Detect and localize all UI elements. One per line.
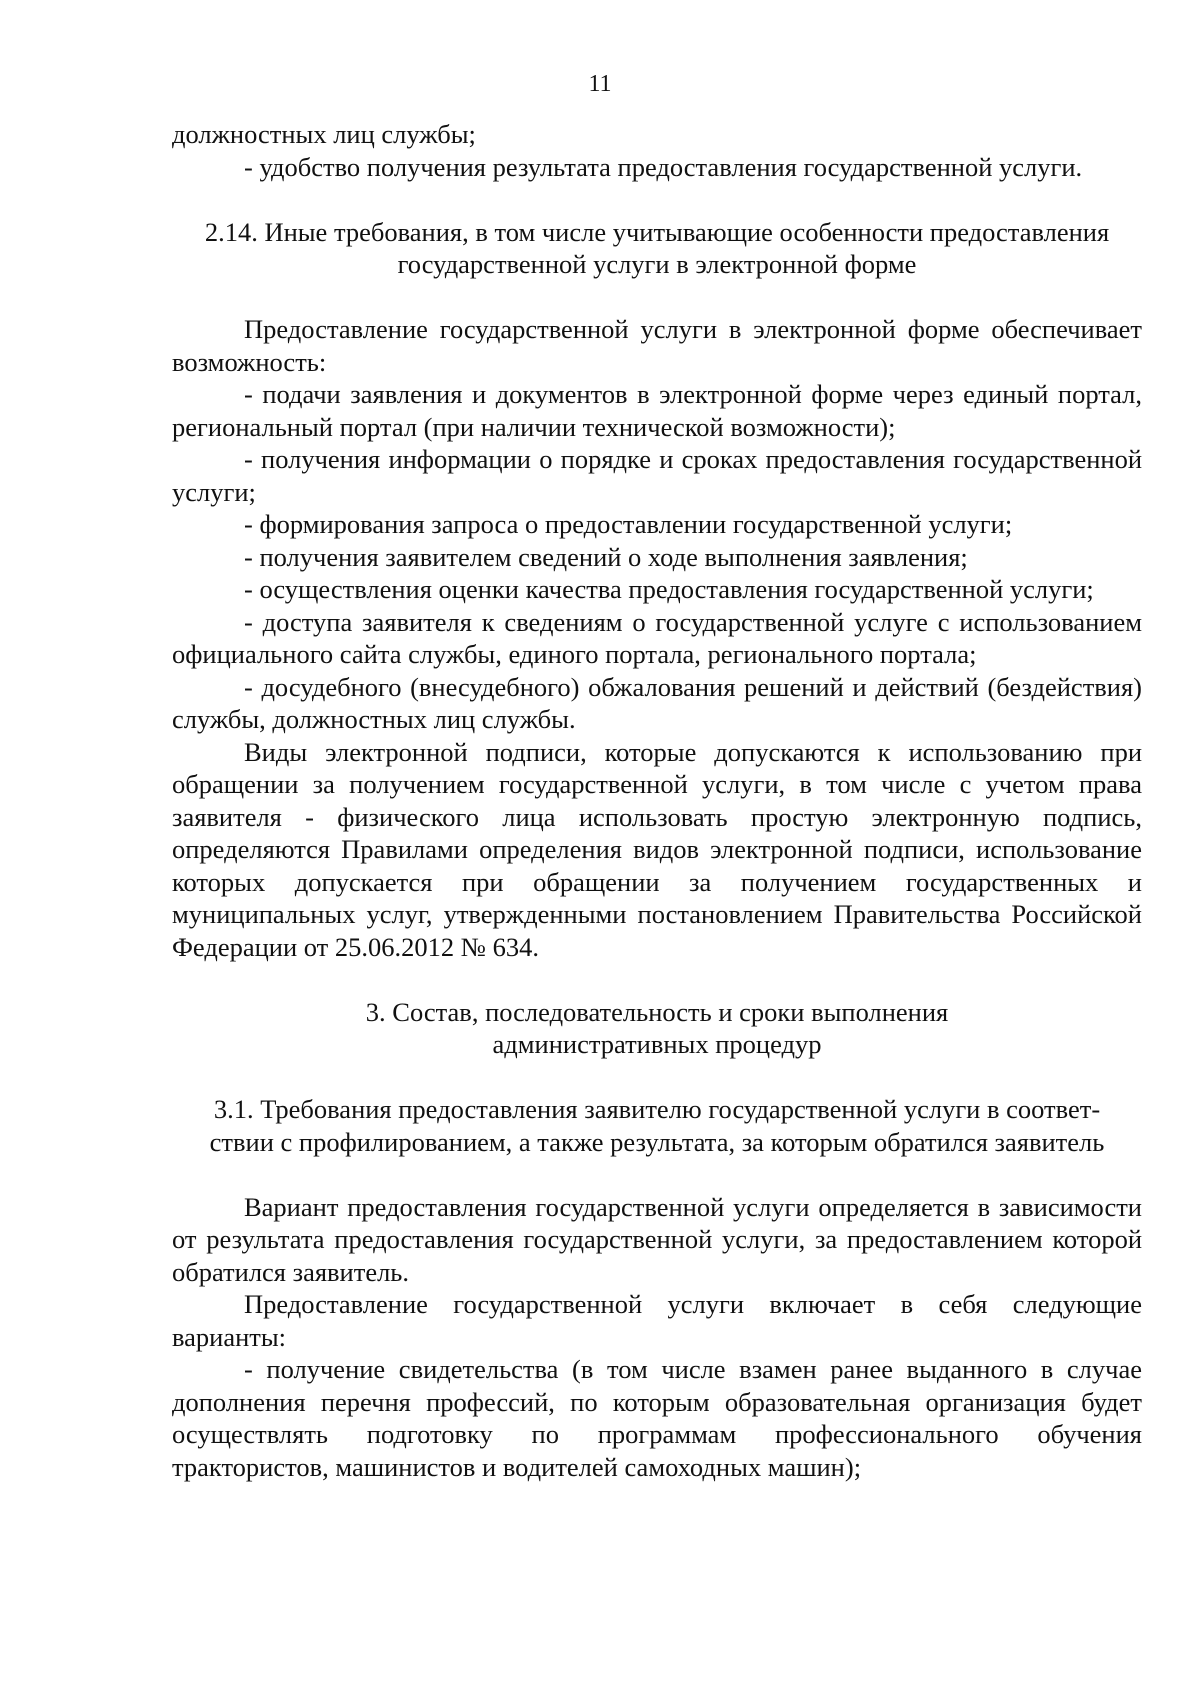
list-item-info: - получения информации о порядке и сроках предоставления государственной услуги; xyxy=(172,444,1142,507)
list-item-request: - формирования запроса о предоставлении государственной услуги; xyxy=(244,509,1013,539)
heading-3-1-line1: 3.1. Требования предоставления заявителю государственной услуги в соответ- xyxy=(213,1094,1101,1124)
paragraph-continuation: должностных лиц службы; xyxy=(172,119,476,149)
heading-3-1-line2: ствии с профилированием, а также результата, за которым обратился заявитель xyxy=(209,1126,1105,1157)
paragraph-signature: Виды электронной подписи, которые допускаются к использованию при обращении за получением государственной услуги, в том числе с учетом права заявителя - физического лица использовать простую электронную подпись, определяются Правилами определения видов электронной подписи, использование которых допускается при обращении за получением государственных и муниципальных услуг, утвержденными постановлением Правительства Российской Федерации от 25.06.2012 № 634. xyxy=(172,736,1142,962)
paragraph-electronic-form: Предоставление государственной услуги в электронной форме обеспечивает возможность: xyxy=(172,314,1142,377)
body-text xyxy=(172,118,1142,1483)
list-item-submit: - подачи заявления и документов в электронной форме через единый портал, региональный портал (при наличии технической возможности); xyxy=(172,379,1142,442)
paragraph-variants-intro: Предоставление государственной услуги включает в себя следующие варианты: xyxy=(172,1289,1142,1352)
list-item-quality: - осуществления оценки качества предоставления государственной услуги; xyxy=(244,574,1094,604)
heading-3-line2: административных процедур xyxy=(492,1029,822,1059)
list-item-appeal: - досудебного (внесудебного) обжалования решений и действий (бездействия) службы, должностных лиц службы. xyxy=(172,671,1142,734)
heading-2-14-line1: 2.14. Иные требования, в том числе учитывающие особенности предоставления xyxy=(204,216,1110,247)
heading-2-14-line2: государственной услуги в электронной форме xyxy=(397,249,917,279)
list-item-status: - получения заявителем сведений о ходе выполнения заявления; xyxy=(244,541,968,572)
list-item-convenience: - удобство получения результата предоставления государственной услуги. xyxy=(244,151,1083,182)
list-item-certificate: - получение свидетельства (в том числе взамен ранее выданного в случае дополнения перечня профессий, по которым образовательная организация будет осуществлять подготовку по программам профессионального обучения трактористов, машинистов и водителей самоходных машин); xyxy=(172,1354,1142,1482)
page-number: 11 xyxy=(588,71,612,97)
heading-3-line1: 3. Состав, последовательность и сроки выполнения xyxy=(365,996,949,1027)
list-item-access: - доступа заявителя к сведениям о государственной услуге с использованием официального сайта службы, единого портала, регионального портала; xyxy=(172,606,1142,669)
paragraph-variant: Вариант предоставления государственной услуги определяется в зависимости от результата предоставления государственной услуги, за предоставлением которой обратился заявитель. xyxy=(172,1191,1142,1287)
